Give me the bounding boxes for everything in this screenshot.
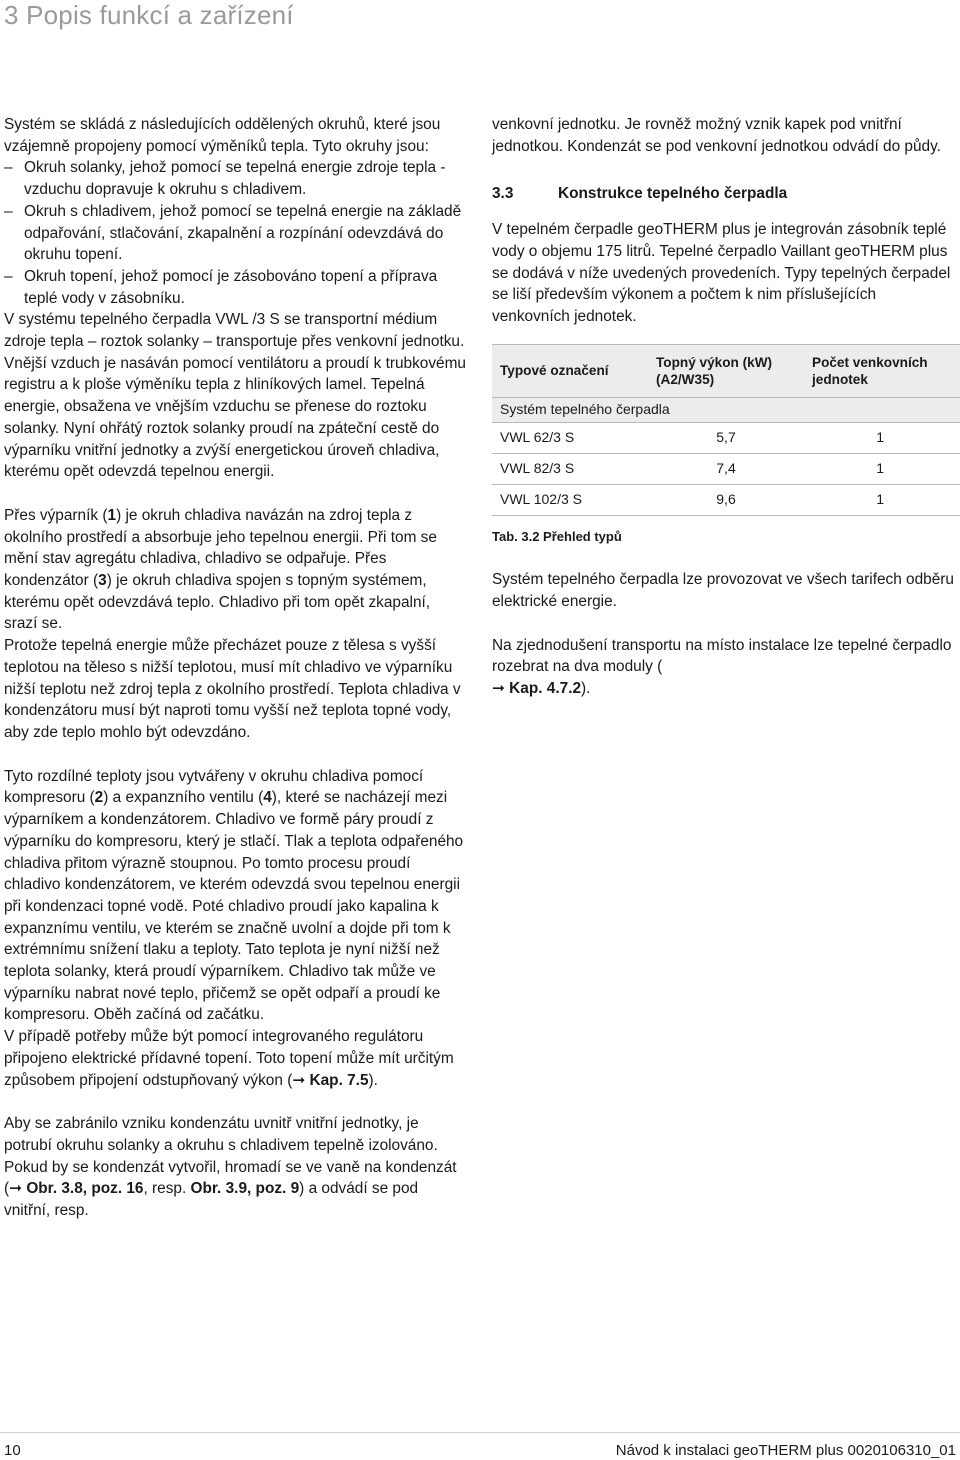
arrow-right-icon: ➞ bbox=[9, 1180, 27, 1198]
list-item: – Okruh solanky, jehož pomocí se tepelná energie zdroje tepla - vzduchu dopravuje k okruhu s chladivem. bbox=[4, 157, 466, 200]
page-title: 3 Popis funkcí a zařízení bbox=[4, 0, 294, 30]
table-cell: 7,4 bbox=[648, 453, 804, 484]
table-cell: 5,7 bbox=[648, 422, 804, 453]
paragraph-compressor: Tyto rozdílné teploty jsou vytvářeny v okruhu chladiva pomocí kompresoru (2) a expanzního ventilu (4), které se nacházejí mezi výparníkem a kondenzátorem. Chladivo ve formě páry proudí z výparníku do kompresoru, který je stlačí. Tlak a teplota odpařeného chladiva přitom výrazně stoupnou. Po tomto procesu proudí chladivo kondenzátorem, ve kterém odevzdá svou tepelnou energii při kondenzaci topné vodě. Poté chladivo proudí jako kapalina k expanznímu ventilu, ve kterém se značně uvolní a dojde při tom k extrémnímu snížení tlaku a teploty. Tato teplota je nyní nižší než teplota solanky, která proudí výparníkem. Chladivo tak může ve výparníku nabrat nové teplo, přičemž se opět odpaří a proudí ke kompresoru. Oběh začíná od začátku. bbox=[4, 767, 464, 1024]
list-item: – Okruh topení, jehož pomocí je zásobováno topení a příprava teplé vody v zásobníku. bbox=[4, 266, 466, 309]
table-cell: 1 bbox=[804, 484, 960, 515]
paragraph-condensate-cont: venkovní jednotku. Je rovněž možný vznik kapek pod vnitřní jednotkou. Kondenzát se pod venkovní jednotkou odvádí do půdy. bbox=[492, 116, 941, 155]
table-header: Typové označení bbox=[492, 344, 648, 397]
paragraph-construction: V tepelném čerpadle geoTHERM plus je integrován zásobník teplé vody o objemu 175 litrů. Tepelné čerpadlo Vaillant geoTHERM plus se dodává v níže uvedených provedeních. Typy tepelných čerpadel se liší především výkonem a počtem k nim příslušejících venkovních jednotek. bbox=[492, 221, 951, 325]
cross-reference[interactable]: Kap. 4.7.2 bbox=[509, 680, 582, 698]
cross-reference[interactable]: Obr. 3.8, poz. 16 bbox=[26, 1180, 144, 1198]
paragraph-intro: Systém se skládá z následujících oddělených okruhů, které jsou vzájemně propojeny pomocí výměníků tepla. Tyto okruhy jsou: bbox=[4, 116, 441, 155]
table-cell: VWL 82/3 S bbox=[492, 453, 648, 484]
circuit-list bbox=[4, 157, 466, 309]
table-cell: VWL 102/3 S bbox=[492, 484, 648, 515]
section-heading bbox=[492, 183, 958, 205]
table-caption: Tab. 3.2 Přehled typů bbox=[492, 528, 622, 544]
table-header: Topný výkon (kW) (A2/W35) bbox=[648, 344, 804, 397]
table-cell: VWL 62/3 S bbox=[492, 422, 648, 453]
table-subheader: Systém tepelného čerpadla bbox=[492, 397, 960, 422]
paragraph-temperature: Protože tepelná energie může přecházet pouze z tělesa s vyšší teplotou na těleso s nižší teplotou, musí mít chladivo ve výparníku nižší teplotu než zdroj tepla z okolního prostředí. Teplota chladiva v kondenzátoru musí být naproti tomu vyšší než teplota topné vody, aby zde teplo mohlo být odevzdáno. bbox=[4, 637, 461, 741]
table-row bbox=[492, 484, 960, 515]
table-row bbox=[492, 422, 960, 453]
table-row bbox=[492, 453, 960, 484]
list-item: – Okruh s chladivem, jehož pomocí se tepelná energie na základě odpařování, stlačování, zkapalnění a rozpínání odevzdává do okruhu topení. bbox=[4, 201, 466, 266]
section-title: Konstrukce tepelného čerpadla bbox=[558, 185, 788, 203]
table-cell: 9,6 bbox=[648, 484, 804, 515]
left-column bbox=[4, 114, 466, 1222]
paragraph-condensate: Aby se zabránilo vzniku kondenzátu uvnitř vnitřní jednotky, je potrubí okruhu solanky a okruhu s chladivem tepelně izolováno. Pokud by se kondenzát vytvořil, hromadí se ve vaně na kondenzát (➞ Obr. 3.8, poz. 16, resp. Obr. 3.9, poz. 9) a odvádí se pod vnitřní, resp. bbox=[4, 1115, 457, 1220]
arrow-right-icon: ➞ bbox=[292, 1071, 310, 1089]
table-cell: 1 bbox=[804, 422, 960, 453]
paragraph-transport: V systému tepelného čerpadla VWL /3 S se transportní médium zdroje tepla – roztok solanky – transportuje přes venkovní jednotku. Vnější vzduch je nasáván pomocí ventilátoru a proudí k trubkovému registru a k ploše výměníku tepla z hliníkových lamel. Tepelná energie, obsažena ve vnějším vzduchu se přenese do roztoku solanky. Nyní ohřátý roztok solanky proudí na zpáteční cestě do výparníku vnitřní jednotky a zvýší energetickou úroveň chladiva, kterému opět odevzdá tepelnou energii. bbox=[4, 311, 466, 481]
table-cell: 1 bbox=[804, 453, 960, 484]
cross-reference[interactable]: Obr. 3.9, poz. 9 bbox=[190, 1180, 300, 1198]
paragraph-tariffs: Systém tepelného čerpadla lze provozovat ve všech tarifech odběru elektrické energie. bbox=[492, 571, 954, 611]
cross-reference[interactable]: Kap. 7.5 bbox=[309, 1071, 369, 1089]
paragraph-heater: V případě potřeby může být pomocí integrovaného regulátoru připojeno elektrické přídavné topení. Toto topení může mít určitým způsobem připojení odstupňovaný výkon (➞ Kap. 7.5). bbox=[4, 1028, 454, 1089]
table-header: Počet venkovních jednotek bbox=[804, 344, 960, 397]
page-number: 10 bbox=[4, 1442, 21, 1459]
section-number: 3.3 bbox=[492, 185, 514, 203]
right-column bbox=[492, 114, 958, 700]
footer-divider bbox=[0, 1432, 960, 1433]
types-table bbox=[492, 344, 960, 516]
arrow-right-icon: ➞ bbox=[492, 680, 510, 698]
paragraph-evaporator: Přes výparník (1) je okruh chladiva navázán na zdroj tepla z okolního prostředí a absorbuje jeho tepelnou energii. Při tom se mění stav agregátu chladiva, chladivo se odpařuje. Přes kondenzátor (3) je okruh chladiva spojen s topným systémem, kterému opět odevzdává teplo. Chladivo při tom opět zkapalní, srazí se. bbox=[4, 506, 437, 633]
paragraph-transport-modules: Na zjednodušení transportu na místo instalace lze tepelné čerpadlo rozebrat na dva moduly ( ➞ Kap. 4.7.2). bbox=[492, 636, 952, 698]
document-reference: Návod k instalaci geoTHERM plus 0020106310_01 bbox=[615, 1442, 956, 1459]
